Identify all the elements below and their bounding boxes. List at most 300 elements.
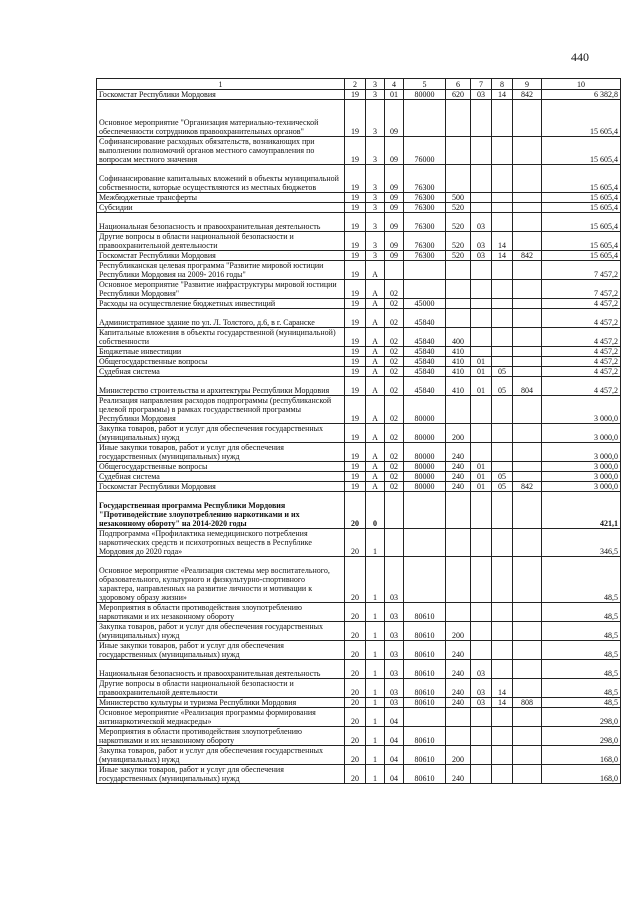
cell-text: Госкомстат Республики Мордовия [97, 251, 345, 261]
cell-amt: 346,5 [542, 529, 621, 557]
cell-c8 [492, 357, 513, 367]
cell-c9 [513, 660, 542, 679]
cell-c4: 02 [385, 280, 404, 299]
cell-amt: 15 605,4 [542, 137, 621, 165]
cell-c3: 3 [366, 251, 385, 261]
header-col-6: 6 [446, 79, 471, 90]
cell-c6: 240 [446, 482, 471, 492]
cell-c7 [471, 299, 492, 309]
cell-c6 [446, 529, 471, 557]
cell-c9 [513, 165, 542, 193]
cell-c4: 09 [385, 193, 404, 203]
cell-c7 [471, 765, 492, 784]
cell-c4: 02 [385, 299, 404, 309]
cell-c2: 19 [345, 357, 366, 367]
cell-c2: 20 [345, 708, 366, 727]
cell-c6 [446, 280, 471, 299]
cell-c5: 80610 [404, 727, 446, 746]
cell-c3: 3 [366, 137, 385, 165]
cell-c8: 14 [492, 232, 513, 251]
cell-c9 [513, 203, 542, 213]
cell-c3: А [366, 347, 385, 357]
cell-text: Республиканская целевая программа "Развитие мировой юстиции Республики Мордовия на 2009- 2016 годы" [97, 261, 345, 280]
header-col-5: 5 [404, 79, 446, 90]
cell-c4 [385, 492, 404, 529]
cell-amt: 48,5 [542, 641, 621, 660]
table-row [97, 698, 621, 708]
cell-c6: 410 [446, 347, 471, 357]
cell-c2: 20 [345, 765, 366, 784]
cell-c8 [492, 529, 513, 557]
cell-c2: 20 [345, 698, 366, 708]
table-body [97, 90, 621, 784]
cell-c7: 01 [471, 367, 492, 377]
cell-c4: 03 [385, 622, 404, 641]
cell-c3: 1 [366, 622, 385, 641]
cell-c5 [404, 529, 446, 557]
cell-c8 [492, 347, 513, 357]
cell-c6: 200 [446, 622, 471, 641]
cell-c2: 20 [345, 529, 366, 557]
cell-c2: 19 [345, 328, 366, 347]
cell-text: Основное мероприятие «Реализация системы мер воспитательного, образовательного, культурного и физкультурно-спортивного характера, направленных на развитие личности и мотивации к здоровому образу жизни» [97, 557, 345, 603]
cell-c8 [492, 660, 513, 679]
cell-c5: 80610 [404, 660, 446, 679]
cell-c6 [446, 727, 471, 746]
cell-c8 [492, 213, 513, 232]
table-row [97, 727, 621, 746]
cell-text: Судебная система [97, 367, 345, 377]
cell-amt: 15 605,4 [542, 100, 621, 137]
cell-c2: 20 [345, 557, 366, 603]
cell-c5: 80000 [404, 90, 446, 100]
cell-c2: 19 [345, 203, 366, 213]
cell-text: Субсидии [97, 203, 345, 213]
cell-c2: 20 [345, 622, 366, 641]
cell-c6: 240 [446, 641, 471, 660]
cell-c8 [492, 299, 513, 309]
cell-text: Основное мероприятие «Реализация программы формирования антинаркотической медиасреды» [97, 708, 345, 727]
cell-amt: 4 457,2 [542, 357, 621, 367]
cell-c9 [513, 280, 542, 299]
cell-c9 [513, 396, 542, 424]
cell-c3: А [366, 280, 385, 299]
cell-c6 [446, 137, 471, 165]
header-col-2: 2 [345, 79, 366, 90]
cell-c3: А [366, 424, 385, 443]
cell-c9 [513, 193, 542, 203]
cell-text: Бюджетные инвестиции [97, 347, 345, 357]
cell-text: Межбюджетные трансферты [97, 193, 345, 203]
cell-c9 [513, 765, 542, 784]
cell-c9 [513, 357, 542, 367]
cell-c2: 19 [345, 232, 366, 251]
cell-c3: А [366, 299, 385, 309]
cell-c9 [513, 641, 542, 660]
cell-c3: А [366, 357, 385, 367]
cell-c4: 03 [385, 641, 404, 660]
table-row [97, 137, 621, 165]
cell-c6: 240 [446, 679, 471, 698]
cell-c7 [471, 529, 492, 557]
cell-c8 [492, 424, 513, 443]
cell-c5: 45840 [404, 357, 446, 367]
page-number: 440 [571, 50, 589, 64]
cell-text: Госкомстат Республики Мордовия [97, 482, 345, 492]
cell-c8 [492, 261, 513, 280]
cell-c6 [446, 100, 471, 137]
cell-c6 [446, 492, 471, 529]
cell-c2: 19 [345, 347, 366, 357]
cell-text: Иные закупки товаров, работ и услуг для обеспечения государственных (муниципальных) нужд [97, 443, 345, 462]
cell-c4: 09 [385, 100, 404, 137]
cell-c3: А [366, 396, 385, 424]
cell-c8 [492, 203, 513, 213]
cell-c4: 03 [385, 660, 404, 679]
cell-c4: 02 [385, 472, 404, 482]
cell-c5: 80000 [404, 472, 446, 482]
cell-amt: 4 457,2 [542, 377, 621, 396]
cell-c8 [492, 396, 513, 424]
cell-text: Мероприятия в области противодействия злоупотреблению наркотиками и их незаконному обороту [97, 727, 345, 746]
cell-c9 [513, 622, 542, 641]
cell-amt: 6 382,8 [542, 90, 621, 100]
cell-amt: 48,5 [542, 557, 621, 603]
table-row [97, 529, 621, 557]
cell-text: Софинансирование расходных обязательств, возникающих при выполнении полномочий органов местного самоуправления по вопросам местного значения [97, 137, 345, 165]
table-row [97, 299, 621, 309]
cell-amt: 15 605,4 [542, 213, 621, 232]
cell-text: Государственная программа Республики Мордовия "Противодействие злоупотреблению наркотиками и их незаконному обороту" на 2014-2020 годы [97, 492, 345, 529]
cell-amt: 3 000,0 [542, 424, 621, 443]
cell-c5: 45840 [404, 377, 446, 396]
cell-c3: А [366, 328, 385, 347]
cell-c3: 1 [366, 603, 385, 622]
cell-c6: 240 [446, 698, 471, 708]
cell-amt: 4 457,2 [542, 328, 621, 347]
cell-c9 [513, 492, 542, 529]
cell-c2: 19 [345, 137, 366, 165]
cell-amt: 3 000,0 [542, 482, 621, 492]
table-row [97, 261, 621, 280]
cell-c9: 842 [513, 90, 542, 100]
cell-c7: 03 [471, 232, 492, 251]
cell-text: Капитальные вложения в объекты государственной (муниципальной) собственности [97, 328, 345, 347]
cell-c7 [471, 100, 492, 137]
cell-text: Другие вопросы в области национальной безопасности и правоохранительной деятельности [97, 232, 345, 251]
cell-c4: 01 [385, 90, 404, 100]
cell-c8: 14 [492, 251, 513, 261]
table-row [97, 641, 621, 660]
cell-c2: 19 [345, 462, 366, 472]
cell-c4: 02 [385, 482, 404, 492]
cell-c5 [404, 100, 446, 137]
cell-c9 [513, 472, 542, 482]
cell-c7: 01 [471, 357, 492, 367]
table-row [97, 660, 621, 679]
cell-c6: 240 [446, 765, 471, 784]
cell-c3: 1 [366, 679, 385, 698]
cell-c5: 76300 [404, 213, 446, 232]
cell-c3: 1 [366, 708, 385, 727]
table-row [97, 603, 621, 622]
cell-c6: 410 [446, 377, 471, 396]
cell-c3: А [366, 472, 385, 482]
table-row [97, 100, 621, 137]
cell-c8: 05 [492, 377, 513, 396]
cell-c9 [513, 529, 542, 557]
cell-c2: 19 [345, 280, 366, 299]
cell-text: Основное мероприятие "Организация материально-технической обеспеченности сотрудников правоохранительных органов" [97, 100, 345, 137]
table-row [97, 377, 621, 396]
cell-c2: 19 [345, 251, 366, 261]
cell-c4: 02 [385, 357, 404, 367]
table-row [97, 557, 621, 603]
cell-c4: 09 [385, 165, 404, 193]
cell-c2: 20 [345, 492, 366, 529]
cell-c6 [446, 396, 471, 424]
cell-c7 [471, 727, 492, 746]
cell-c9 [513, 232, 542, 251]
table-header-row [97, 79, 621, 90]
cell-c8: 05 [492, 482, 513, 492]
cell-c6: 620 [446, 90, 471, 100]
cell-c7 [471, 203, 492, 213]
cell-c6: 240 [446, 660, 471, 679]
cell-c3: 3 [366, 213, 385, 232]
cell-c6: 400 [446, 328, 471, 347]
cell-c2: 19 [345, 100, 366, 137]
cell-c3: 3 [366, 100, 385, 137]
cell-c3: А [366, 482, 385, 492]
cell-amt: 15 605,4 [542, 165, 621, 193]
cell-c7 [471, 492, 492, 529]
cell-amt: 421,1 [542, 492, 621, 529]
cell-c6: 520 [446, 203, 471, 213]
header-col-7: 7 [471, 79, 492, 90]
cell-c2: 19 [345, 90, 366, 100]
cell-c7: 01 [471, 462, 492, 472]
table-row [97, 328, 621, 347]
cell-c6: 520 [446, 213, 471, 232]
cell-c4: 02 [385, 328, 404, 347]
cell-c2: 20 [345, 679, 366, 698]
cell-c8 [492, 603, 513, 622]
cell-c6: 200 [446, 424, 471, 443]
cell-amt: 7 457,2 [542, 261, 621, 280]
cell-c2: 19 [345, 482, 366, 492]
cell-c4: 02 [385, 462, 404, 472]
cell-c6 [446, 557, 471, 603]
cell-amt: 4 457,2 [542, 347, 621, 357]
cell-c3: А [366, 377, 385, 396]
cell-text: Закупка товаров, работ и услуг для обеспечения государственных (муниципальных) нужд [97, 622, 345, 641]
cell-c5: 45840 [404, 328, 446, 347]
cell-c6: 520 [446, 232, 471, 251]
cell-text: Госкомстат Республики Мордовия [97, 90, 345, 100]
cell-text: Расходы на осуществление бюджетных инвестиций [97, 299, 345, 309]
cell-text: Иные закупки товаров, работ и услуг для обеспечения государственных (муниципальных) нужд [97, 765, 345, 784]
cell-c8: 14 [492, 679, 513, 698]
cell-text: Административное здание по ул. Л. Толстого, д.6, в г. Саранске [97, 309, 345, 328]
cell-c7 [471, 622, 492, 641]
cell-c6 [446, 708, 471, 727]
cell-amt: 3 000,0 [542, 396, 621, 424]
cell-c7: 01 [471, 377, 492, 396]
cell-c9 [513, 424, 542, 443]
cell-c2: 20 [345, 641, 366, 660]
cell-c7 [471, 708, 492, 727]
cell-c5: 80000 [404, 396, 446, 424]
header-col-10: 10 [542, 79, 621, 90]
cell-c3: 1 [366, 529, 385, 557]
cell-c9 [513, 299, 542, 309]
cell-c9 [513, 727, 542, 746]
table-row [97, 165, 621, 193]
cell-c7 [471, 443, 492, 462]
table-row [97, 193, 621, 203]
table-row [97, 90, 621, 100]
cell-text: Общегосударственные вопросы [97, 462, 345, 472]
cell-amt: 7 457,2 [542, 280, 621, 299]
table-row [97, 482, 621, 492]
cell-c8 [492, 641, 513, 660]
cell-c8 [492, 746, 513, 765]
cell-c6: 500 [446, 193, 471, 203]
cell-c5 [404, 557, 446, 603]
cell-c8 [492, 708, 513, 727]
cell-c7 [471, 641, 492, 660]
cell-c2: 19 [345, 261, 366, 280]
cell-c6 [446, 261, 471, 280]
table-row [97, 708, 621, 727]
cell-c4: 09 [385, 213, 404, 232]
cell-c9 [513, 462, 542, 472]
cell-text: Национальная безопасность и правоохранительная деятельность [97, 213, 345, 232]
cell-c5: 80610 [404, 746, 446, 765]
cell-c8: 14 [492, 90, 513, 100]
cell-c5: 45840 [404, 367, 446, 377]
cell-amt: 15 605,4 [542, 232, 621, 251]
cell-amt: 15 605,4 [542, 251, 621, 261]
cell-c6: 240 [446, 443, 471, 462]
cell-amt: 48,5 [542, 679, 621, 698]
cell-c2: 19 [345, 377, 366, 396]
cell-amt: 3 000,0 [542, 443, 621, 462]
header-col-3: 3 [366, 79, 385, 90]
cell-c4: 09 [385, 232, 404, 251]
cell-c4 [385, 261, 404, 280]
cell-text: Министерство культуры и туризма Республики Мордовия [97, 698, 345, 708]
cell-c9: 842 [513, 482, 542, 492]
cell-c5 [404, 492, 446, 529]
cell-c5: 80610 [404, 765, 446, 784]
cell-c3: 3 [366, 193, 385, 203]
cell-c9: 808 [513, 698, 542, 708]
cell-amt: 168,0 [542, 746, 621, 765]
cell-c3: 3 [366, 232, 385, 251]
cell-c9 [513, 746, 542, 765]
cell-c9 [513, 708, 542, 727]
cell-c8 [492, 309, 513, 328]
table-row [97, 367, 621, 377]
table-row [97, 424, 621, 443]
cell-c7: 03 [471, 698, 492, 708]
cell-c4: 09 [385, 251, 404, 261]
cell-c4: 09 [385, 137, 404, 165]
cell-text: Министерство строительства и архитектуры Республики Мордовия [97, 377, 345, 396]
cell-c4: 04 [385, 708, 404, 727]
table-row [97, 357, 621, 367]
cell-c5: 45840 [404, 347, 446, 357]
table-row [97, 213, 621, 232]
cell-c4: 02 [385, 309, 404, 328]
cell-c6 [446, 309, 471, 328]
cell-c5: 76300 [404, 251, 446, 261]
table-row [97, 472, 621, 482]
cell-c7 [471, 309, 492, 328]
cell-c3: 1 [366, 746, 385, 765]
cell-c8 [492, 137, 513, 165]
cell-c9 [513, 679, 542, 698]
cell-c4: 04 [385, 746, 404, 765]
cell-c6: 240 [446, 462, 471, 472]
header-col-8: 8 [492, 79, 513, 90]
cell-amt: 15 605,4 [542, 203, 621, 213]
cell-c7 [471, 603, 492, 622]
cell-c5 [404, 261, 446, 280]
cell-c7 [471, 746, 492, 765]
cell-c9 [513, 137, 542, 165]
cell-c7 [471, 328, 492, 347]
cell-text: Подпрограмма «Профилактика немедицинского потребления наркотических средств и психотропных веществ в Республике Мордовия до 2020 года» [97, 529, 345, 557]
cell-c8: 14 [492, 698, 513, 708]
cell-c9: 842 [513, 251, 542, 261]
cell-c6: 410 [446, 367, 471, 377]
cell-text: Национальная безопасность и правоохранительная деятельность [97, 660, 345, 679]
cell-amt: 4 457,2 [542, 367, 621, 377]
cell-c8 [492, 328, 513, 347]
cell-c5: 80000 [404, 443, 446, 462]
cell-c5: 80610 [404, 641, 446, 660]
cell-text: Судебная система [97, 472, 345, 482]
cell-c6: 200 [446, 746, 471, 765]
cell-c9 [513, 367, 542, 377]
table-row [97, 443, 621, 462]
cell-amt: 48,5 [542, 603, 621, 622]
cell-c7: 03 [471, 660, 492, 679]
cell-c5: 80610 [404, 603, 446, 622]
table-row [97, 347, 621, 357]
cell-c7: 03 [471, 213, 492, 232]
cell-c9 [513, 213, 542, 232]
cell-c2: 19 [345, 213, 366, 232]
cell-c6: 520 [446, 251, 471, 261]
cell-c8: 05 [492, 367, 513, 377]
cell-c2: 19 [345, 443, 366, 462]
cell-amt: 3 000,0 [542, 472, 621, 482]
cell-c9 [513, 309, 542, 328]
cell-c3: А [366, 309, 385, 328]
cell-c8 [492, 165, 513, 193]
cell-c8 [492, 765, 513, 784]
cell-text: Иные закупки товаров, работ и услуг для обеспечения государственных (муниципальных) нужд [97, 641, 345, 660]
cell-c3: 3 [366, 203, 385, 213]
table-row [97, 622, 621, 641]
cell-c9 [513, 100, 542, 137]
table-row [97, 309, 621, 328]
cell-c8: 05 [492, 472, 513, 482]
